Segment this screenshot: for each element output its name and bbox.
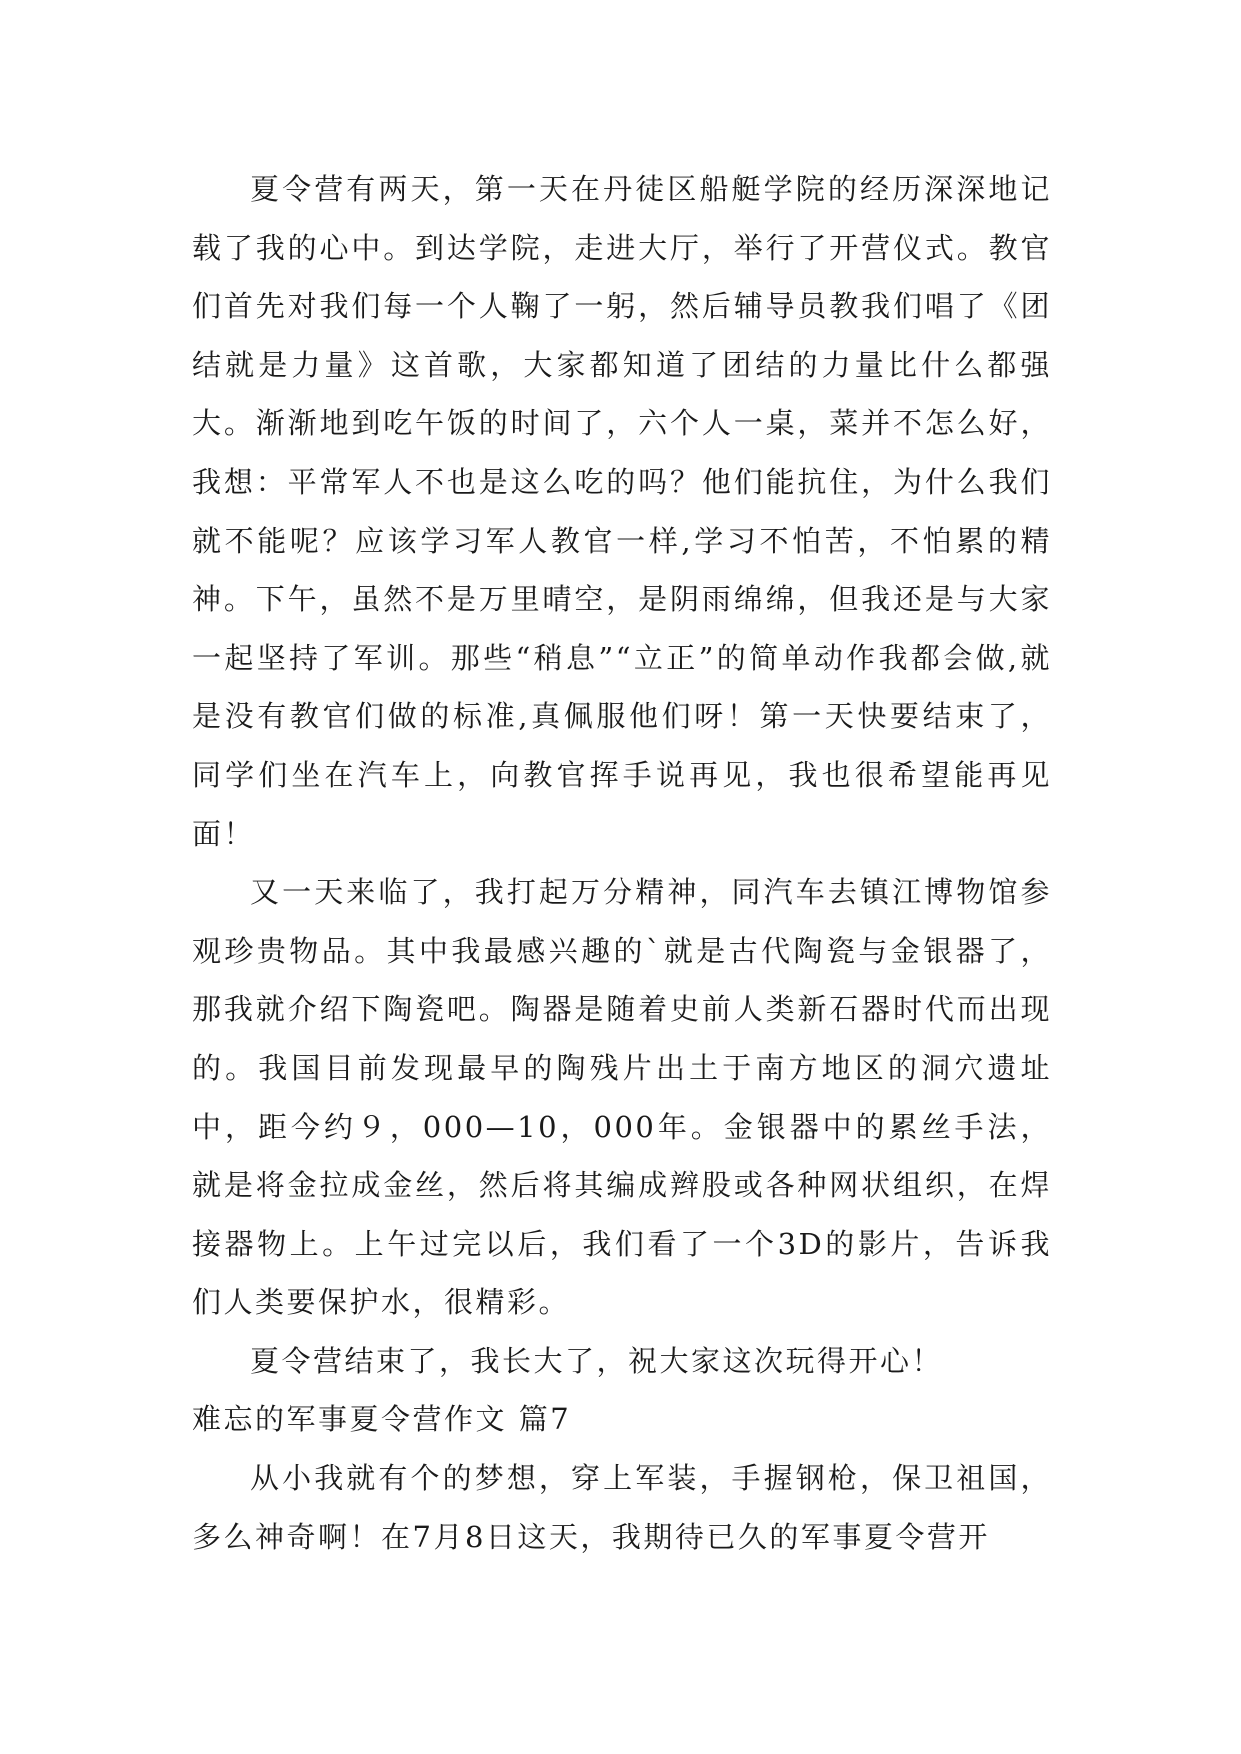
document-body xyxy=(192,160,1052,1566)
paragraph-military-dream: 从小我就有个的梦想，穿上军装，手握钢枪，保卫祖国，多么神奇啊！在7月8日这天，我期待已久的军事夏令营开 xyxy=(192,1461,1052,1554)
paragraph-camp-day-one: 夏令营有两天，第一天在丹徒区船艇学院的经历深深地记载了我的心中。到达学院，走进大厅，举行了开营仪式。教官们首先对我们每一个人鞠了一躬，然后辅导员教我们唱了《团结就是力量》这首歌，大家都知道了团结的力量比什么都强大。渐渐地到吃午饭的时间了，六个人一桌，菜并不怎么好，我想：平常军人不也是这么吃的吗？他们能抗住，为什么我们就不能呢？应该学习军人教官一样,学习不怕苦，不怕累的精神。下午，虽然不是万里晴空，是阴雨绵绵，但我还是与大家一起坚持了军训。那些“稍息”“立正”的简单动作我都会做,就是没有教官们做的标准,真佩服他们呀！第一天快要结束了，同学们坐在汽车上，向教官挥手说再见，我也很希望能再见面！ xyxy=(192,172,1052,851)
paragraph-camp-ending: 夏令营结束了，我长大了，祝大家这次玩得开心！ xyxy=(250,1343,944,1378)
paragraph-museum-visit: 又一天来临了，我打起万分精神，同汽车去镇江博物馆参观珍贵物品。其中我最感兴趣的`就是古代陶瓷与金银器了，那我就介绍下陶瓷吧。陶器是随着史前人类新石器时代而出现的。我国目前发现最早的陶残片出土于南方地区的洞穴遗址中，距今约９，000—10，000年。金银器中的累丝手法，就是将金拉成金丝，然后将其编成辫股或各种网状组织，在焊接器物上。上午过完以后，我们看了一个3D的影片，告诉我们人类要保护水，很精彩。 xyxy=(192,875,1052,1320)
section-heading: 难忘的军事夏令营作文 篇7 xyxy=(192,1402,572,1437)
